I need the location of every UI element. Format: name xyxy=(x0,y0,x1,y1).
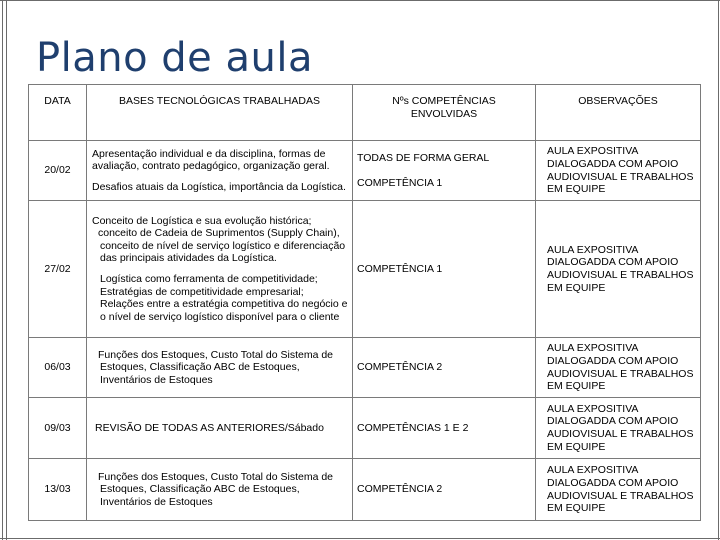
bases-paragraph: Desafios atuais da Logística, importância da Logística. xyxy=(92,180,346,193)
slide-frame-left-inner xyxy=(6,0,7,540)
cell-bases xyxy=(87,338,353,398)
column-header-date: DATA xyxy=(29,85,87,141)
slide-frame-bottom xyxy=(0,538,720,539)
bases-paragraph: Apresentação individual e da disciplina, formas de avaliação, contrato pedagógico, organização geral. xyxy=(92,147,330,173)
cell-bases xyxy=(87,201,353,338)
cell-date: 06/03 xyxy=(29,338,87,398)
bases-paragraph: REVISÃO DE TODAS AS ANTERIORES/Sábado xyxy=(95,421,324,434)
table-row xyxy=(29,398,701,459)
column-header-competencias-label: Nºs COMPETÊNCIAS ENVOLVIDAS xyxy=(392,95,496,120)
bases-paragraph: conceito de Cadeia de Suprimentos (Supply Chain), conceito de nível de serviço logístico e diferenciação das principais atividades da Logística. xyxy=(98,227,346,265)
cell-observacoes: AULA EXPOSITIVA DIALOGADDA COM APOIO AUDIOVISUAL E TRABALHOS EM EQUIPE xyxy=(536,459,701,521)
competencia-item: COMPETÊNCIA 1 xyxy=(357,176,443,189)
cell-bases xyxy=(87,398,353,459)
cell-date: 20/02 xyxy=(29,141,87,201)
cell-bases xyxy=(87,459,353,521)
competencia-item: COMPETÊNCIA 2 xyxy=(357,483,443,496)
cell-observacoes: AULA EXPOSITIVA DIALOGADDA COM APOIO AUDIOVISUAL E TRABALHOS EM EQUIPE xyxy=(536,398,701,459)
table-row xyxy=(29,201,701,338)
cell-date: 09/03 xyxy=(29,398,87,459)
bases-paragraph: Estratégias de competitividade empresarial; xyxy=(100,285,304,298)
competencia-item: TODAS DE FORMA GERAL xyxy=(357,151,490,164)
cell-competencias xyxy=(353,459,536,521)
column-header-bases: BASES TECNOLÓGICAS TRABALHADAS xyxy=(87,85,353,141)
page-title: Plano de aula xyxy=(36,35,313,81)
lesson-plan-table xyxy=(28,84,701,521)
cell-competencias xyxy=(353,338,536,398)
competencia-item: COMPETÊNCIA 1 xyxy=(357,262,443,275)
cell-competencias xyxy=(353,398,536,459)
competencia-item: COMPETÊNCIA 2 xyxy=(357,361,443,374)
column-header-competencias xyxy=(353,85,536,141)
cell-date: 27/02 xyxy=(29,201,87,338)
bases-paragraph: Funções dos Estoques, Custo Total do Sistema de Estoques, Classificação ABC de Estoques, Inventários de Estoques xyxy=(98,470,334,508)
bases-paragraph: Logística como ferramenta de competitividade; xyxy=(100,273,318,285)
table-row xyxy=(29,459,701,521)
column-header-observacoes: OBSERVAÇÕES xyxy=(536,85,701,141)
competencia-item: COMPETÊNCIAS 1 E 2 xyxy=(357,421,469,434)
cell-bases xyxy=(87,141,353,201)
bases-paragraph: Funções dos Estoques, Custo Total do Sistema de Estoques, Classificação ABC de Estoques, Inventários de Estoques xyxy=(98,348,334,386)
bases-paragraph: Conceito de Logística e sua evolução histórica; xyxy=(92,214,312,227)
slide-frame-right xyxy=(718,0,719,540)
slide-frame-left-outer xyxy=(2,0,3,540)
cell-competencias xyxy=(353,141,536,201)
table-row xyxy=(29,338,701,398)
cell-observacoes: AULA EXPOSITIVA DIALOGADDA COM APOIO AUDIOVISUAL E TRABALHOS EM EQUIPE xyxy=(536,338,701,398)
table-row xyxy=(29,141,701,201)
cell-observacoes: AULA EXPOSITIVA DIALOGADDA COM APOIO AUDIOVISUAL E TRABALHOS EM EQUIPE xyxy=(536,201,701,338)
bases-paragraph: Relações entre a estratégia competitiva do negócio e o nível de serviço logístico disponível para o cliente xyxy=(100,298,348,323)
slide-frame-top xyxy=(0,0,720,1)
cell-competencias xyxy=(353,201,536,338)
cell-observacoes: AULA EXPOSITIVA DIALOGADDA COM APOIO AUDIOVISUAL E TRABALHOS EM EQUIPE xyxy=(536,141,701,201)
cell-date: 13/03 xyxy=(29,459,87,521)
table-header-row xyxy=(29,85,701,141)
